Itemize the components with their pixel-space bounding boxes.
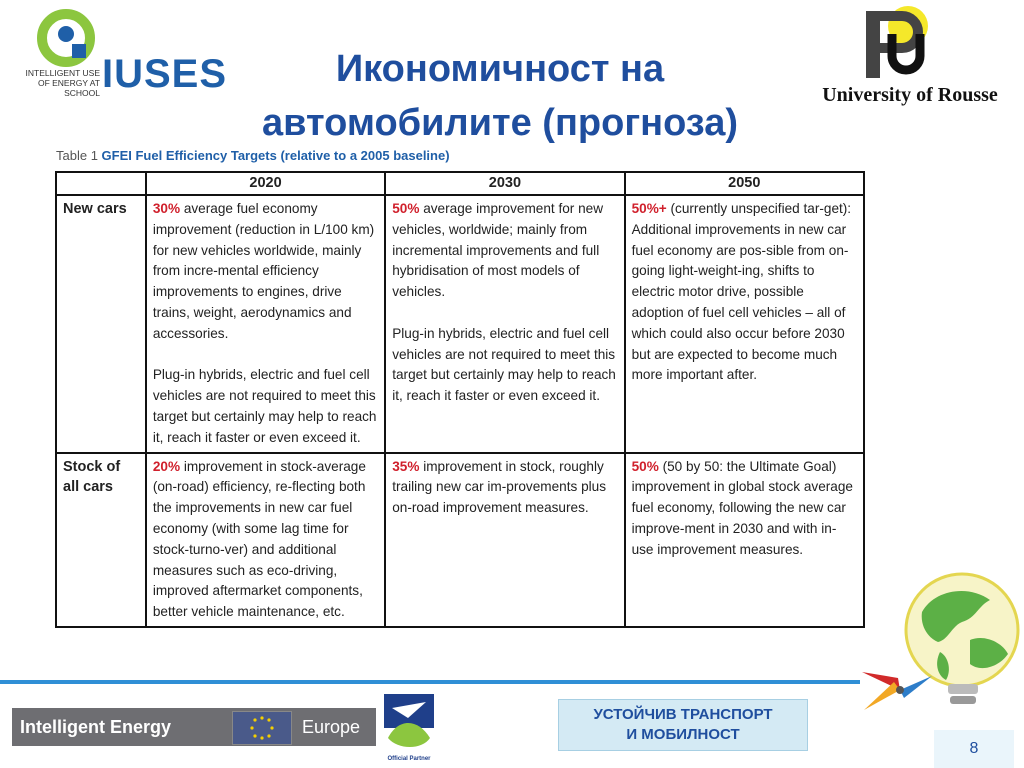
table-cell [146, 195, 385, 453]
table-cell [385, 453, 624, 627]
university-name: University of Rousse [822, 84, 998, 106]
target-percent: 30% [152, 201, 181, 216]
title-line-2: автомобилите (прогноза) [262, 102, 738, 144]
table-row [56, 453, 864, 627]
intelligent-energy-europe-logo: Intelligent Energy Europe [12, 708, 376, 746]
table-cell [625, 453, 864, 627]
column-header: 2030 [385, 172, 624, 195]
table-caption: Table 1 GFEI Fuel Efficiency Targets (relative to a 2005 baseline) [56, 148, 450, 163]
topic-label: УСТОЙЧИВ ТРАНСПОРТ И МОБИЛНОСТ [558, 699, 808, 751]
column-header: 2020 [146, 172, 385, 195]
table-cell [625, 195, 864, 453]
page-number-box [934, 730, 1014, 768]
row-header: Stock of all cars [56, 453, 146, 627]
cell-text: average fuel economy improvement (reduction in L/100 km) for new vehicles worldwide, mainly from incre-mental efficiency improvements to engines, drive trains, weight, aerodynamics and accessories. [152, 201, 375, 341]
iuses-ring-icon [36, 8, 96, 68]
cell-text: Plug-in hybrids, electric and fuel cell vehicles are not required to meet this target but certainly may help to reach it, reach it faster or even exceed it. [392, 325, 616, 404]
table-header-row [56, 172, 864, 195]
page-number: 8 [969, 740, 979, 757]
university-mark-icon [862, 4, 934, 80]
table-corner [56, 172, 146, 195]
target-percent: 50% [631, 458, 659, 474]
page-title [200, 42, 800, 150]
title-line-1: Икономичност на [335, 48, 665, 90]
cell-text: improvement in stock-average (on-road) efficiency, re-flecting both the improvements in new car fuel economy (with some lag time for stock-turno-ver) and additional measures such as eco-driving, improved aftermarket components, better vehicle maintenance, etc. [152, 458, 366, 620]
table-cell [385, 195, 624, 453]
cell-text: improvement in stock, roughly trailing new car im-provements plus on-road improvement measures. [392, 458, 607, 516]
fuel-efficiency-table [55, 171, 865, 628]
cell-text: Plug-in hybrids, electric and fuel cell vehicles are not required to meet this target but certainly may help to reach it, reach it faster or even exceed it. [152, 367, 377, 445]
target-percent: 20% [152, 458, 181, 474]
cell-text: (currently unspecified tar-get): Additional improvements in new car fuel economy are pos-sible from on-going light-weight-ing, shifts to electric motor drive, possible adoption of fuel cell vehicles – all of which could also occur before 2030 but are expected to become much more important after. [631, 201, 852, 383]
university-logo [796, 4, 1024, 108]
footer-divider [0, 680, 860, 684]
globe-lightbulb-icon [858, 560, 1024, 730]
row-header: New cars [56, 195, 146, 453]
iuses-wordmark: IUSES [102, 52, 228, 96]
iuses-logo [2, 4, 228, 98]
table-row [56, 195, 864, 453]
official-partner-logo: Official Partner [378, 688, 440, 766]
cell-text: (50 by 50: the Ultimate Goal) improvement in global stock average fuel economy, following the new car improve-ment in 2030 and with in-use improvement measures. [631, 458, 853, 557]
table-cell [146, 453, 385, 627]
cell-text: average improvement for new vehicles, worldwide; mainly from incremental improvements and full hybridisation of most models of vehicles. [392, 201, 604, 300]
column-header: 2050 [625, 172, 864, 195]
target-percent: 35% [392, 458, 420, 474]
partner-emblem-icon [378, 688, 440, 756]
target-percent: 50% [392, 201, 420, 216]
eu-flag-icon [232, 711, 292, 745]
iuses-subtitle: INTELLIGENT USE OF ENERGY AT SCHOOL [25, 68, 100, 98]
target-percent: 50%+ [631, 201, 667, 216]
